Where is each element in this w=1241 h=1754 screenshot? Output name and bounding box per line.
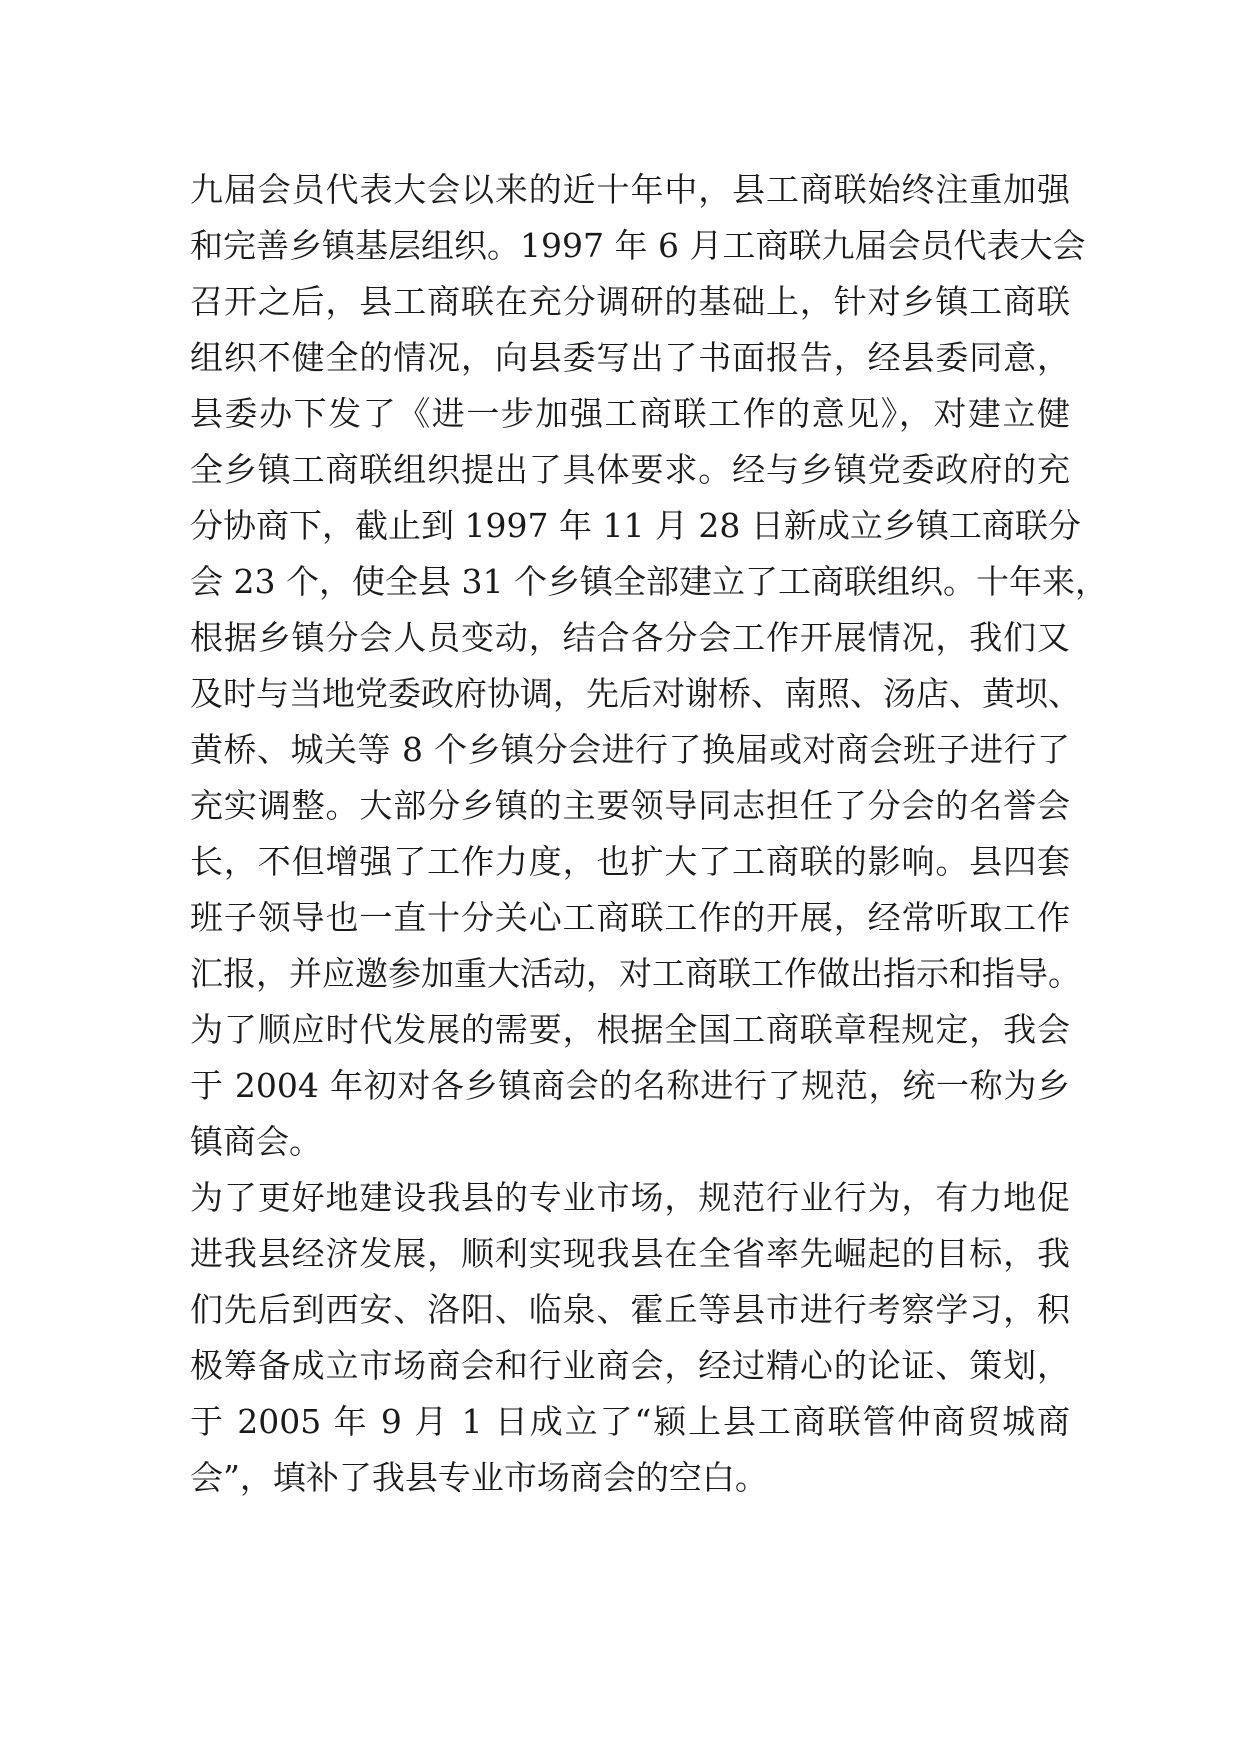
text-line: 会”，填补了我县专业市场商会的空白。 [190,1458,768,1497]
text-line: 镇商会。 [190,1122,322,1161]
text-line: 及时与当地党委政府协调，先后对谢桥、南照、汤店、黄坝、 [190,674,1081,713]
text-line: 为了更好地建设我县的专业市场，规范行业行为，有力地促 [190,1178,1070,1217]
text-line: 长，不但增强了工作力度，也扩大了工商联的影响。县四套 [190,842,1070,881]
text-line: 分协商下，截止到 1997 年 11 月 28 日新成立乡镇工商联分 [190,506,1081,545]
text-line: 黄桥、城关等 8 个乡镇分会进行了换届或对商会班子进行了 [190,730,1070,769]
text-line: 县委办下发了《进一步加强工商联工作的意见》，对建立健 [190,394,1070,433]
paragraph-market-chamber [190,1170,1070,1506]
text-line: 班子领导也一直十分关心工商联工作的开展，经常听取工作 [190,898,1070,937]
text-line: 召开之后，县工商联在充分调研的基础上，针对乡镇工商联 [190,282,1070,321]
text-line: 极筹备成立市场商会和行业商会，经过精心的论证、策划， [190,1346,1070,1385]
text-line: 为了顺应时代发展的需要，根据全国工商联章程规定，我会 [190,1010,1070,1049]
text-line: 和完善乡镇基层组织。1997 年 6 月工商联九届会员代表大会 [190,226,1086,265]
text-line: 充实调整。大部分乡镇的主要领导同志担任了分会的名誉会 [190,786,1070,825]
text-line: 组织不健全的情况，向县委写出了书面报告，经县委同意， [190,338,1070,377]
body-text [190,162,1108,1506]
text-line: 于 2005 年 9 月 1 日成立了“颍上县工商联管仲商贸城商 [190,1402,1070,1441]
text-line: 汇报，并应邀参加重大活动，对工商联工作做出指示和指导。 [190,954,1081,993]
text-line: 进我县经济发展，顺利实现我县在全省率先崛起的目标，我 [190,1234,1070,1273]
paragraph-local-organizations [190,162,1108,1170]
text-line: 会 23 个，使全县 31 个乡镇全部建立了工商联组织。十年来， [190,562,1108,601]
text-line: 们先后到西安、洛阳、临泉、霍丘等县市进行考察学习，积 [190,1290,1070,1329]
text-line: 根据乡镇分会人员变动，结合各分会工作开展情况，我们又 [190,618,1070,657]
text-line: 于 2004 年初对各乡镇商会的名称进行了规范，统一称为乡 [190,1066,1070,1105]
text-line: 九届会员代表大会以来的近十年中，县工商联始终注重加强 [190,170,1070,209]
text-line: 全乡镇工商联组织提出了具体要求。经与乡镇党委政府的充 [190,450,1070,489]
